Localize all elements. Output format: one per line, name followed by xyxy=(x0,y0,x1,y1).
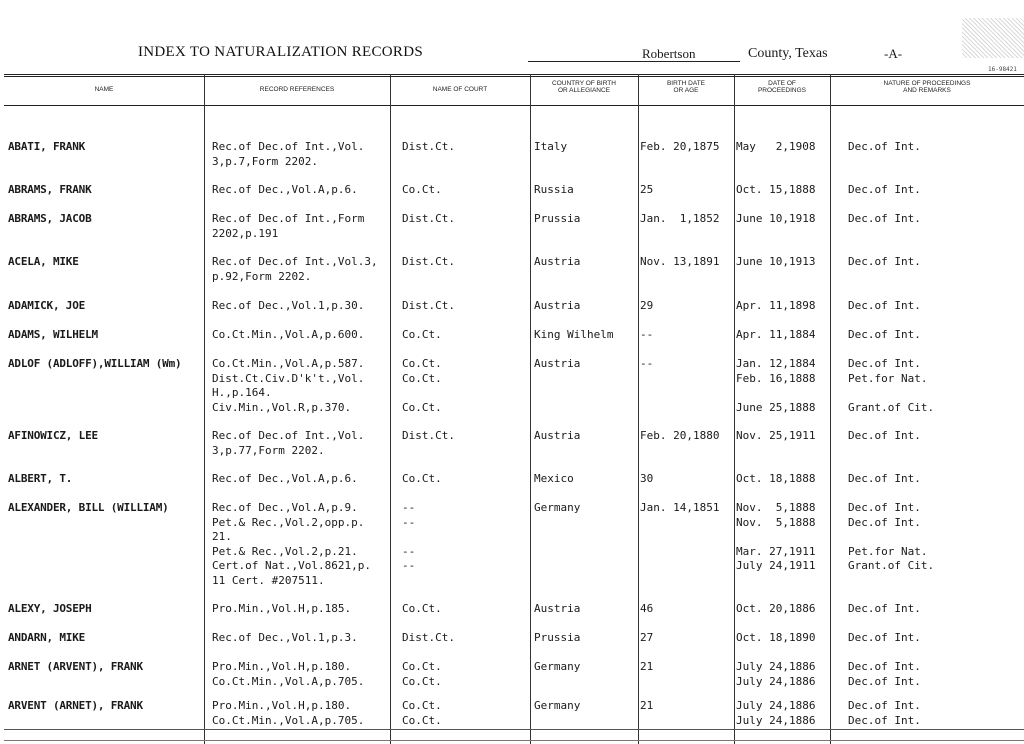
cell-record: Rec.of Dec.of Int.,Vol. 3,p.7,Form 2202. xyxy=(212,140,365,168)
cell-court: Dist.Ct. xyxy=(402,299,455,312)
cell-record: Rec.of Dec.,Vol.A,p.9. Pet.& Rec.,Vol.2,opp.p. 21. Pet.& Rec.,Vol.2,p.21. Cert.of Nat.,Vol.8621,p. 11 Cert. #207511. xyxy=(212,501,371,587)
cell-date: Oct. 18,1890 xyxy=(736,631,816,644)
column-divider xyxy=(734,74,735,744)
cell-court: Dist.Ct. xyxy=(402,429,455,442)
cell-country: Italy xyxy=(534,140,568,153)
column-header-court: NAME OF COURT xyxy=(432,86,488,93)
cell-country: Austria xyxy=(534,299,581,312)
cell-nature: Dec.of Int. xyxy=(848,212,921,225)
column-divider xyxy=(390,74,391,744)
cell-country: Prussia xyxy=(534,212,581,225)
cell-name: ADAMS, WILHELM xyxy=(8,328,98,341)
cell-date: Apr. 11,1884 xyxy=(736,328,816,341)
cell-record: Rec.of Dec.,Vol.A,p.6. xyxy=(212,472,358,485)
cell-date: Oct. 20,1886 xyxy=(736,602,816,615)
cell-nature: Dec.of Int. xyxy=(848,602,921,615)
cell-birth: Jan. 14,1851 xyxy=(640,501,720,514)
cell-birth: Feb. 20,1880 xyxy=(640,429,720,442)
cell-birth: -- xyxy=(640,357,654,370)
cell-country: Austria xyxy=(534,429,581,442)
cell-court: Dist.Ct. xyxy=(402,255,455,268)
cell-country: Mexico xyxy=(534,472,574,485)
cell-birth: 21 xyxy=(640,699,654,712)
cell-name: ALEXY, JOSEPH xyxy=(8,602,92,615)
cell-record: Rec.of Dec.of Int.,Vol.3, p.92,Form 2202. xyxy=(212,255,378,283)
page-title: INDEX TO NATURALIZATION RECORDS xyxy=(138,44,423,60)
cell-court: Co.Ct. xyxy=(402,602,442,615)
cell-date: Nov. 25,1911 xyxy=(736,429,816,442)
cell-name: ALEXANDER, BILL (WILLIAM) xyxy=(8,501,169,514)
cell-country: Germany xyxy=(534,699,581,712)
cell-name: ABRAMS, FRANK xyxy=(8,183,92,196)
cell-nature: Dec.of Int. Dec.of Int. Pet.for Nat. Grant.of Cit. xyxy=(848,501,935,572)
cell-nature: Dec.of Int. Dec.of Int. xyxy=(848,699,921,727)
cell-birth: 29 xyxy=(640,299,654,312)
cell-court: Co.Ct. xyxy=(402,472,442,485)
cell-birth: 30 xyxy=(640,472,654,485)
cell-date: May 2,1908 xyxy=(736,140,816,153)
header-bottom-rule xyxy=(4,105,1024,106)
cell-date: July 24,1886 July 24,1886 xyxy=(736,699,816,727)
cell-date: Nov. 5,1888 Nov. 5,1888 Mar. 27,1911 July 24,1911 xyxy=(736,501,816,572)
column-divider xyxy=(204,74,205,744)
scan-speckle xyxy=(962,18,1024,58)
cell-birth: Nov. 13,1891 xyxy=(640,255,720,268)
cell-record: Rec.of Dec.,Vol.1,p.30. xyxy=(212,299,365,312)
cell-court: -- -- -- -- xyxy=(402,501,416,572)
cell-nature: Dec.of Int. xyxy=(848,183,921,196)
column-divider xyxy=(830,74,831,744)
cell-record: Co.Ct.Min.,Vol.A,p.600. xyxy=(212,328,365,341)
cell-name: ADLOF (ADLOFF),WILLIAM (Wm) xyxy=(8,357,182,370)
column-divider xyxy=(638,74,639,744)
cell-nature: Dec.of Int. xyxy=(848,328,921,341)
column-header-country: COUNTRY OF BIRTH OR ALLEGIANCE xyxy=(552,80,616,94)
cell-country: Russia xyxy=(534,183,574,196)
cell-date: June 10,1918 xyxy=(736,212,816,225)
cell-nature: Dec.of Int. Pet.for Nat. Grant.of Cit. xyxy=(848,357,935,414)
cell-nature: Dec.of Int. xyxy=(848,140,921,153)
cell-nature: Dec.of Int. xyxy=(848,255,921,268)
cell-birth: 46 xyxy=(640,602,654,615)
cell-nature: Dec.of Int. xyxy=(848,299,921,312)
cell-court: Dist.Ct. xyxy=(402,631,455,644)
header-top-rule-2 xyxy=(4,76,1024,77)
cell-name: ANDARN, MIKE xyxy=(8,631,86,644)
bottom-rule xyxy=(4,729,1024,730)
cell-record: Pro.Min.,Vol.H,p.180. Co.Ct.Min.,Vol.A,p.705. xyxy=(212,660,365,688)
cell-name: ALBERT, T. xyxy=(8,472,73,485)
column-header-birth: BIRTH DATE OR AGE xyxy=(666,80,706,94)
cell-date: June 10,1913 xyxy=(736,255,816,268)
cell-court: Co.Ct. Co.Ct. xyxy=(402,660,442,688)
cell-nature: Dec.of Int. xyxy=(848,429,921,442)
column-header-nature: NATURE OF PROCEEDINGS AND REMARKS xyxy=(883,80,971,94)
cell-record: Pro.Min.,Vol.H,p.180. Co.Ct.Min.,Vol.A,p.705. xyxy=(212,699,365,727)
cell-country: King Wilhelm xyxy=(534,328,614,341)
cell-name: ARVENT (ARNET), FRANK xyxy=(8,699,143,712)
column-header-date: DATE OF PROCEEDINGS xyxy=(757,80,807,94)
cell-date: Apr. 11,1898 xyxy=(736,299,816,312)
form-number: 16-98421 xyxy=(988,66,1017,73)
cell-name: ADAMICK, JOE xyxy=(8,299,86,312)
column-header-name: NAME xyxy=(94,86,114,93)
cell-country: Germany xyxy=(534,501,581,514)
cell-birth: 27 xyxy=(640,631,654,644)
cell-date: Jan. 12,1884 Feb. 16,1888 June 25,1888 xyxy=(736,357,816,414)
cell-name: ACELA, MIKE xyxy=(8,255,79,268)
cell-birth: 21 xyxy=(640,660,654,673)
cell-country: Austria xyxy=(534,357,581,370)
cell-nature: Dec.of Int. xyxy=(848,472,921,485)
cell-name: ABATI, FRANK xyxy=(8,140,86,153)
column-divider xyxy=(530,74,531,744)
cell-date: July 24,1886 July 24,1886 xyxy=(736,660,816,688)
cell-record: Rec.of Dec.,Vol.1,p.3. xyxy=(212,631,358,644)
cell-country: Germany xyxy=(534,660,581,673)
cell-record: Rec.of Dec.of Int.,Form 2202,p.191 xyxy=(212,212,365,240)
cell-name: AFINOWICZ, LEE xyxy=(8,429,98,442)
cell-record: Pro.Min.,Vol.H,p.185. xyxy=(212,602,352,615)
column-header-record: RECORD REFERENCES xyxy=(259,86,335,93)
county-name: Robertson xyxy=(642,46,696,61)
cell-birth: Feb. 20,1875 xyxy=(640,140,720,153)
cell-date: Oct. 15,1888 xyxy=(736,183,816,196)
cell-country: Austria xyxy=(534,602,581,615)
cell-name: ABRAMS, JACOB xyxy=(8,212,92,225)
cell-birth: -- xyxy=(640,328,654,341)
cell-country: Austria xyxy=(534,255,581,268)
cell-nature: Dec.of Int. xyxy=(848,631,921,644)
cell-birth: Jan. 1,1852 xyxy=(640,212,720,225)
index-letter: -A- xyxy=(884,46,903,61)
header-top-rule xyxy=(4,74,1024,75)
cell-nature: Dec.of Int. Dec.of Int. xyxy=(848,660,921,688)
cell-date: Oct. 18,1888 xyxy=(736,472,816,485)
cell-court: Co.Ct. xyxy=(402,328,442,341)
county-suffix: County, Texas xyxy=(748,46,828,61)
cell-court: Co.Ct. Co.Ct. Co.Ct. xyxy=(402,357,442,414)
bottom-rule-2 xyxy=(4,740,1024,741)
cell-court: Dist.Ct. xyxy=(402,140,455,153)
cell-country: Prussia xyxy=(534,631,581,644)
cell-court: Co.Ct. Co.Ct. xyxy=(402,699,442,727)
cell-record: Rec.of Dec.,Vol.A,p.6. xyxy=(212,183,358,196)
county-underline xyxy=(528,61,740,62)
cell-record: Rec.of Dec.of Int.,Vol. 3,p.77,Form 2202. xyxy=(212,429,365,457)
cell-birth: 25 xyxy=(640,183,654,196)
cell-name: ARNET (ARVENT), FRANK xyxy=(8,660,143,673)
cell-record: Co.Ct.Min.,Vol.A,p.587. Dist.Ct.Civ.D'k't.,Vol. H.,p.164. Civ.Min.,Vol.R,p.370. xyxy=(212,357,365,414)
cell-court: Co.Ct. xyxy=(402,183,442,196)
cell-court: Dist.Ct. xyxy=(402,212,455,225)
